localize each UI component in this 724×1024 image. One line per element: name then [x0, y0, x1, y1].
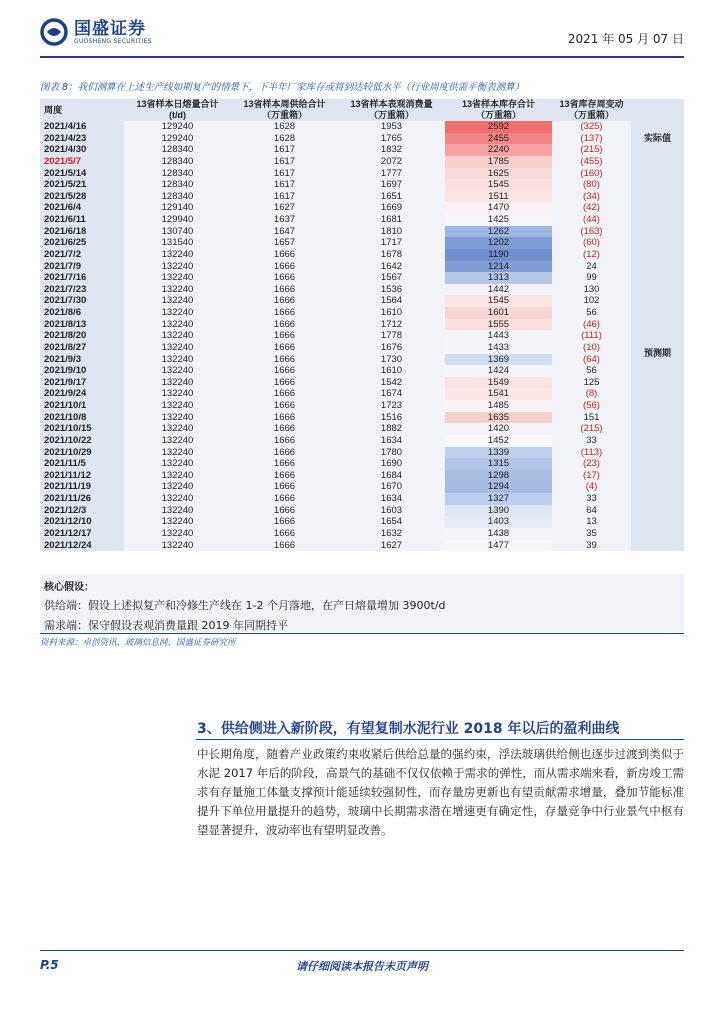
column-unit-melt: (t/d) — [124, 110, 231, 121]
table-row — [40, 470, 684, 482]
column-header-melt: 13省样本日熔量合计 — [124, 99, 231, 110]
inventory-cell: 2240 — [445, 144, 552, 156]
inventory-cell: 1339 — [445, 447, 552, 459]
week-cell: 2021/4/16 — [40, 121, 124, 133]
week-cell: 2021/11/12 — [40, 470, 124, 482]
inventory-cell: 1327 — [445, 493, 552, 505]
table-row — [40, 191, 684, 203]
table-row — [40, 505, 684, 517]
melt-cell: 132240 — [124, 540, 231, 552]
consumption-cell: 1765 — [338, 133, 445, 145]
melt-cell: 129240 — [124, 133, 231, 145]
melt-cell: 132240 — [124, 481, 231, 493]
week-cell: 2021/10/22 — [40, 435, 124, 447]
consumption-cell: 1610 — [338, 307, 445, 319]
inventory-cell: 1785 — [445, 156, 552, 168]
consumption-cell: 1723 — [338, 400, 445, 412]
assumption-supply: 供给端：假设上述拟复产和冷修生产线在 1-2 个月落地，在产日熔量增加 3900t/d — [44, 599, 446, 612]
consumption-cell: 2072 — [338, 156, 445, 168]
week-cell: 2021/6/11 — [40, 214, 124, 226]
change-cell: 64 — [552, 505, 631, 517]
page-header — [40, 18, 684, 52]
inventory-cell: 1433 — [445, 342, 552, 354]
section-title: 3、供给侧进入新阶段，有望复制水泥行业 2018 年以后的盈利曲线 — [197, 721, 620, 737]
supply-cell: 1666 — [231, 249, 338, 261]
inventory-cell: 1420 — [445, 423, 552, 435]
table-row — [40, 516, 684, 528]
change-cell: 24 — [552, 261, 631, 273]
table-row — [40, 447, 684, 459]
melt-cell: 129240 — [124, 121, 231, 133]
change-cell: 99 — [552, 272, 631, 284]
header-divider — [40, 56, 684, 58]
week-cell: 2021/7/2 — [40, 249, 124, 261]
change-cell: 56 — [552, 365, 631, 377]
change-cell: (215) — [552, 144, 631, 156]
melt-cell: 132240 — [124, 354, 231, 366]
inventory-cell: 1485 — [445, 400, 552, 412]
table-row — [40, 156, 684, 168]
table-row — [40, 400, 684, 412]
consumption-cell: 1627 — [338, 540, 445, 552]
supply-cell: 1666 — [231, 412, 338, 424]
supply-cell: 1627 — [231, 202, 338, 214]
table-row — [40, 144, 684, 156]
supply-cell: 1628 — [231, 121, 338, 133]
assumption-demand: 需求端：保守假设表观消费量跟 2019 年同期持平 — [44, 619, 288, 632]
change-cell: (46) — [552, 319, 631, 331]
change-cell: 39 — [552, 540, 631, 552]
consumption-cell: 1697 — [338, 179, 445, 191]
week-cell: 2021/4/23 — [40, 133, 124, 145]
table-row — [40, 272, 684, 284]
week-cell: 2021/6/18 — [40, 226, 124, 238]
inventory-cell: 1511 — [445, 191, 552, 203]
change-cell: (160) — [552, 168, 631, 180]
inventory-cell: 1424 — [445, 365, 552, 377]
inventory-cell: 1313 — [445, 272, 552, 284]
inventory-cell: 1470 — [445, 202, 552, 214]
table-row — [40, 388, 684, 400]
supply-cell: 1666 — [231, 261, 338, 273]
week-cell: 2021/12/10 — [40, 516, 124, 528]
change-cell: (111) — [552, 330, 631, 342]
inventory-cell: 1425 — [445, 214, 552, 226]
melt-cell: 130740 — [124, 226, 231, 238]
melt-cell: 128340 — [124, 179, 231, 191]
consumption-cell: 1669 — [338, 202, 445, 214]
section-body: 中长期角度，随着产业政策约束收紧后供给总量的强约束，浮法玻璃供给侧也逐步过渡到类似于水泥 2017 年后的阶段，高景气的基础不仅仅依赖于需求的弹性，而从需求端来看，新房竣工需求有存量施工体量支撑预计能延续较强韧性，而存量房更新也有望贡献需求增量，叠加节能标准提升下单位用量提升的趋势，玻璃中长期需求潜在增速更有确定性，存量竞争中行业景气中枢有望显著提升，波动率也有望明显改善。 — [197, 747, 684, 837]
change-cell: (80) — [552, 179, 631, 191]
supply-cell: 1666 — [231, 493, 338, 505]
inventory-cell: 1545 — [445, 295, 552, 307]
consumption-cell: 1730 — [338, 354, 445, 366]
column-header-blank — [631, 99, 684, 121]
inventory-cell: 1601 — [445, 307, 552, 319]
inventory-cell: 1549 — [445, 377, 552, 389]
page-number: P.5 — [40, 958, 59, 972]
table-row — [40, 179, 684, 191]
week-cell: 2021/9/10 — [40, 365, 124, 377]
forecast-period-label: 预测期 — [631, 156, 684, 551]
actual-period-label: 实际值 — [631, 121, 684, 156]
melt-cell: 132240 — [124, 435, 231, 447]
week-cell: 2021/8/6 — [40, 307, 124, 319]
assumptions-title: 核心假设： — [44, 582, 94, 593]
melt-cell: 132240 — [124, 307, 231, 319]
supply-cell: 1666 — [231, 528, 338, 540]
change-cell: (34) — [552, 191, 631, 203]
table-row — [40, 493, 684, 505]
change-cell: 130 — [552, 284, 631, 296]
supply-cell: 1647 — [231, 226, 338, 238]
supply-cell: 1666 — [231, 540, 338, 552]
change-cell: (4) — [552, 481, 631, 493]
week-cell: 2021/7/23 — [40, 284, 124, 296]
melt-cell: 132240 — [124, 493, 231, 505]
table-row — [40, 330, 684, 342]
table-row — [40, 458, 684, 470]
inventory-cell: 1369 — [445, 354, 552, 366]
brand-name-cn: 国盛证券 — [74, 18, 146, 39]
supply-cell: 1628 — [231, 133, 338, 145]
consumption-cell: 1642 — [338, 261, 445, 273]
table-body — [40, 121, 684, 551]
melt-cell: 132240 — [124, 319, 231, 331]
table-row — [40, 540, 684, 552]
supply-cell: 1666 — [231, 516, 338, 528]
supply-cell: 1617 — [231, 156, 338, 168]
change-cell: (64) — [552, 354, 631, 366]
supply-cell: 1666 — [231, 505, 338, 517]
week-cell: 2021/6/4 — [40, 202, 124, 214]
column-header-supply: 13省样本周供给合计 — [231, 99, 338, 110]
consumption-cell: 1634 — [338, 435, 445, 447]
week-cell: 2021/12/24 — [40, 540, 124, 552]
melt-cell: 129140 — [124, 202, 231, 214]
change-cell: 33 — [552, 493, 631, 505]
figure-caption: 图表 8：我们测算在上述生产线如期复产的情景下，下半年厂家库存或将到达较低水平（行业周度供需平衡表测算） — [40, 82, 525, 93]
change-cell: (60) — [552, 237, 631, 249]
week-cell: 2021/11/26 — [40, 493, 124, 505]
melt-cell: 128340 — [124, 144, 231, 156]
column-header-inventory: 13省样本库存合计 — [445, 99, 552, 110]
melt-cell: 132240 — [124, 505, 231, 517]
consumption-cell: 1516 — [338, 412, 445, 424]
supply-cell: 1666 — [231, 295, 338, 307]
inventory-cell: 1403 — [445, 516, 552, 528]
week-cell: 2021/10/1 — [40, 400, 124, 412]
inventory-cell: 2455 — [445, 133, 552, 145]
inventory-cell: 1555 — [445, 319, 552, 331]
supply-cell: 1666 — [231, 423, 338, 435]
week-cell: 2021/7/9 — [40, 261, 124, 273]
table-row — [40, 284, 684, 296]
consumption-cell: 1542 — [338, 377, 445, 389]
supply-cell: 1666 — [231, 400, 338, 412]
change-cell: 33 — [552, 435, 631, 447]
melt-cell: 132240 — [124, 447, 231, 459]
consumption-cell: 1717 — [338, 237, 445, 249]
consumption-cell: 1632 — [338, 528, 445, 540]
week-cell: 2021/5/14 — [40, 168, 124, 180]
supply-cell: 1637 — [231, 214, 338, 226]
inventory-cell: 1477 — [445, 540, 552, 552]
supply-cell: 1617 — [231, 168, 338, 180]
change-cell: (325) — [552, 121, 631, 133]
consumption-cell: 1567 — [338, 272, 445, 284]
supply-cell: 1657 — [231, 237, 338, 249]
supply-cell: 1666 — [231, 284, 338, 296]
week-cell: 2021/7/16 — [40, 272, 124, 284]
change-cell: (215) — [552, 423, 631, 435]
inventory-cell: 1452 — [445, 435, 552, 447]
supply-cell: 1666 — [231, 481, 338, 493]
inventory-cell: 1541 — [445, 388, 552, 400]
supply-cell: 1666 — [231, 319, 338, 331]
change-cell: (8) — [552, 388, 631, 400]
consumption-cell: 1882 — [338, 423, 445, 435]
table-row — [40, 423, 684, 435]
inventory-cell: 1262 — [445, 226, 552, 238]
table-row — [40, 226, 684, 238]
table-row — [40, 307, 684, 319]
report-date: 2021 年 05 月 07 日 — [567, 32, 684, 46]
melt-cell: 132240 — [124, 528, 231, 540]
consumption-cell: 1810 — [338, 226, 445, 238]
consumption-cell: 1684 — [338, 470, 445, 482]
melt-cell: 132240 — [124, 400, 231, 412]
week-cell: 2021/4/30 — [40, 144, 124, 156]
table-row — [40, 202, 684, 214]
consumption-cell: 1610 — [338, 365, 445, 377]
table-row — [40, 168, 684, 180]
inventory-cell: 1202 — [445, 237, 552, 249]
supply-cell: 1666 — [231, 377, 338, 389]
column-header-consumption: 13省样本表观消费量 — [338, 99, 445, 110]
consumption-cell: 1651 — [338, 191, 445, 203]
supply-cell: 1666 — [231, 354, 338, 366]
change-cell: 102 — [552, 295, 631, 307]
melt-cell: 132240 — [124, 423, 231, 435]
melt-cell: 132240 — [124, 249, 231, 261]
consumption-cell: 1778 — [338, 330, 445, 342]
change-cell: (42) — [552, 202, 631, 214]
inventory-cell: 1294 — [445, 481, 552, 493]
table-row — [40, 528, 684, 540]
consumption-cell: 1953 — [338, 121, 445, 133]
supply-cell: 1617 — [231, 144, 338, 156]
figure-source: 资料来源：卓创资讯、玻璃信息网、国盛证券研究所 — [40, 638, 236, 648]
consumption-cell: 1678 — [338, 249, 445, 261]
change-cell: 56 — [552, 307, 631, 319]
melt-cell: 132240 — [124, 458, 231, 470]
table-row — [40, 295, 684, 307]
melt-cell: 128340 — [124, 168, 231, 180]
consumption-cell: 1676 — [338, 342, 445, 354]
table-row — [40, 319, 684, 331]
inventory-cell: 1635 — [445, 412, 552, 424]
table-row — [40, 365, 684, 377]
table-row — [40, 435, 684, 447]
change-cell: 13 — [552, 516, 631, 528]
table-row — [40, 377, 684, 389]
supply-cell: 1666 — [231, 342, 338, 354]
melt-cell: 132240 — [124, 377, 231, 389]
melt-cell: 132240 — [124, 516, 231, 528]
column-unit-consumption: （万重箱） — [338, 110, 445, 121]
inventory-cell: 1625 — [445, 168, 552, 180]
table-row — [40, 133, 684, 145]
table-row — [40, 237, 684, 249]
column-header-week: 周度 — [40, 99, 124, 121]
week-cell: 2021/8/27 — [40, 342, 124, 354]
change-cell: 151 — [552, 412, 631, 424]
melt-cell: 132240 — [124, 342, 231, 354]
disclaimer-note[interactable]: 请仔细阅读本报告末页声明 — [296, 960, 428, 973]
week-cell: 2021/8/20 — [40, 330, 124, 342]
supply-cell: 1666 — [231, 307, 338, 319]
change-cell: (23) — [552, 458, 631, 470]
melt-cell: 132240 — [124, 365, 231, 377]
supply-demand-table — [40, 99, 684, 551]
melt-cell: 131540 — [124, 237, 231, 249]
week-cell: 2021/9/24 — [40, 388, 124, 400]
table-header-units-row — [40, 110, 684, 121]
melt-cell: 132240 — [124, 272, 231, 284]
melt-cell: 132240 — [124, 284, 231, 296]
inventory-cell: 1438 — [445, 528, 552, 540]
week-cell: 2021/9/3 — [40, 354, 124, 366]
week-cell: 2021/7/30 — [40, 295, 124, 307]
table-row — [40, 214, 684, 226]
inventory-cell: 1214 — [445, 261, 552, 273]
table-row — [40, 261, 684, 273]
melt-cell: 132240 — [124, 330, 231, 342]
week-cell: 2021/6/25 — [40, 237, 124, 249]
melt-cell: 132240 — [124, 470, 231, 482]
change-cell: 125 — [552, 377, 631, 389]
supply-cell: 1666 — [231, 435, 338, 447]
week-cell: 2021/5/28 — [40, 191, 124, 203]
week-cell: 2021/11/19 — [40, 481, 124, 493]
inventory-cell: 1443 — [445, 330, 552, 342]
consumption-cell: 1564 — [338, 295, 445, 307]
week-cell: 2021/12/17 — [40, 528, 124, 540]
table-row — [40, 121, 684, 133]
consumption-cell: 1690 — [338, 458, 445, 470]
brand-logo-icon — [40, 18, 68, 46]
figure-bottom-divider — [40, 633, 684, 634]
brand-name-en: GUOSHENG SECURITIES — [74, 37, 152, 45]
melt-cell: 132240 — [124, 295, 231, 307]
week-cell: 2021/12/3 — [40, 505, 124, 517]
footer-divider — [40, 950, 684, 951]
change-cell: (56) — [552, 400, 631, 412]
change-cell: 35 — [552, 528, 631, 540]
consumption-cell: 1674 — [338, 388, 445, 400]
melt-cell: 132240 — [124, 388, 231, 400]
supply-cell: 1666 — [231, 447, 338, 459]
melt-cell: 132240 — [124, 261, 231, 273]
table-row — [40, 249, 684, 261]
week-cell: 2021/10/8 — [40, 412, 124, 424]
change-cell: (113) — [552, 447, 631, 459]
brand-logo-text — [74, 20, 152, 45]
consumption-cell: 1681 — [338, 214, 445, 226]
change-cell: (163) — [552, 226, 631, 238]
change-cell: (455) — [552, 156, 631, 168]
consumption-cell: 1654 — [338, 516, 445, 528]
consumption-cell: 1536 — [338, 284, 445, 296]
week-cell: 2021/5/7 — [40, 156, 124, 168]
week-cell: 2021/5/21 — [40, 179, 124, 191]
supply-cell: 1666 — [231, 365, 338, 377]
change-cell: (17) — [552, 470, 631, 482]
inventory-cell: 2592 — [445, 121, 552, 133]
supply-cell: 1666 — [231, 458, 338, 470]
consumption-cell: 1777 — [338, 168, 445, 180]
melt-cell: 129940 — [124, 214, 231, 226]
change-cell: (44) — [552, 214, 631, 226]
inventory-cell: 1190 — [445, 249, 552, 261]
week-cell: 2021/9/17 — [40, 377, 124, 389]
supply-cell: 1617 — [231, 191, 338, 203]
consumption-cell: 1780 — [338, 447, 445, 459]
column-header-change: 13省库存周变动 — [552, 99, 631, 110]
supply-cell: 1666 — [231, 388, 338, 400]
supply-cell: 1666 — [231, 330, 338, 342]
inventory-cell: 1298 — [445, 470, 552, 482]
inventory-cell: 1545 — [445, 179, 552, 191]
melt-cell: 128340 — [124, 191, 231, 203]
table-header-row — [40, 99, 684, 110]
brand-logo[interactable] — [40, 18, 152, 46]
supply-cell: 1666 — [231, 272, 338, 284]
consumption-cell: 1634 — [338, 493, 445, 505]
week-cell: 2021/10/15 — [40, 423, 124, 435]
table-row — [40, 481, 684, 493]
table-row — [40, 354, 684, 366]
change-cell: (12) — [552, 249, 631, 261]
inventory-cell: 1442 — [445, 284, 552, 296]
week-cell: 2021/10/29 — [40, 447, 124, 459]
week-cell: 2021/8/13 — [40, 319, 124, 331]
change-cell: (137) — [552, 133, 631, 145]
change-cell: (10) — [552, 342, 631, 354]
column-unit-inventory: （万重箱） — [445, 110, 552, 121]
melt-cell: 128340 — [124, 156, 231, 168]
table-row — [40, 412, 684, 424]
melt-cell: 132240 — [124, 412, 231, 424]
table-row — [40, 342, 684, 354]
consumption-cell: 1832 — [338, 144, 445, 156]
column-unit-change: （万重箱） — [552, 110, 631, 121]
supply-cell: 1666 — [231, 470, 338, 482]
week-cell: 2021/11/5 — [40, 458, 124, 470]
section-title-underline — [196, 739, 684, 740]
inventory-cell: 1390 — [445, 505, 552, 517]
inventory-cell: 1315 — [445, 458, 552, 470]
consumption-cell: 1603 — [338, 505, 445, 517]
column-unit-supply: （万重箱） — [231, 110, 338, 121]
consumption-cell: 1670 — [338, 481, 445, 493]
supply-cell: 1617 — [231, 179, 338, 191]
consumption-cell: 1712 — [338, 319, 445, 331]
